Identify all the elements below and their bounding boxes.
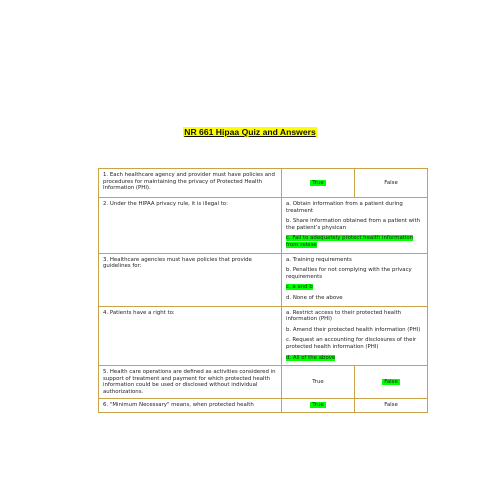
option: b. Amend their protected health information (PHI) bbox=[286, 326, 421, 333]
option-correct: c. a and b bbox=[286, 284, 313, 291]
true-cell bbox=[282, 399, 355, 413]
table-row bbox=[99, 399, 428, 413]
answer-false: False bbox=[384, 179, 398, 186]
option: b. Penalties for not complying with the privacy requirements bbox=[286, 267, 412, 280]
option-correct: d. All of the above bbox=[286, 354, 336, 361]
question-cell: 1. Each healthcare agency and provider must have policies and procedures for maintaining the privacy of Protected Health Information (PHI). bbox=[99, 169, 282, 198]
table-row bbox=[99, 366, 428, 399]
table-row bbox=[99, 253, 428, 306]
false-cell bbox=[355, 169, 428, 198]
true-cell bbox=[282, 169, 355, 198]
table-row bbox=[99, 306, 428, 366]
answer-false: False bbox=[384, 402, 398, 409]
table-row bbox=[99, 169, 428, 198]
option: a. Restrict access to their protected health information (PHI) bbox=[286, 309, 402, 323]
document-title bbox=[0, 127, 500, 138]
question-cell: 2. Under the HIPAA privacy rule, it is illegal to: bbox=[99, 198, 282, 254]
options-cell bbox=[282, 253, 428, 306]
document-title-text: NR 661 Hipaa Quiz and Answers bbox=[184, 127, 316, 137]
question-cell: 3. Healthcare agencies must have policies that provide guidelines for: bbox=[99, 253, 282, 306]
option: a. Training requirements bbox=[286, 256, 352, 263]
option: b. Share information obtained from a patient with the patient’s physican bbox=[286, 218, 421, 231]
options-cell bbox=[282, 306, 428, 366]
answer-false: False bbox=[384, 378, 398, 385]
question-cell: 6. "Minimum Necessary" means, when protected health bbox=[99, 399, 282, 413]
answer-true: True bbox=[312, 378, 324, 385]
false-cell bbox=[355, 399, 428, 413]
option-correct: c. Fail to adequately protect health information from relase bbox=[286, 235, 414, 248]
table-row bbox=[99, 198, 428, 254]
options-cell bbox=[282, 198, 428, 254]
false-cell bbox=[355, 366, 428, 399]
option: c. Request an accounting for disclosures of their protected health information (PHI) bbox=[286, 337, 417, 350]
question-cell: 4. Patients have a right to: bbox=[99, 306, 282, 366]
option: d. None of the above bbox=[286, 294, 343, 301]
quiz-table bbox=[98, 168, 428, 413]
question-cell: 5. Health care operations are defined as activities considered in support of treatment and payment for which protected health information could be used or disclosed without individual authorizations. bbox=[99, 366, 282, 399]
answer-true: True bbox=[312, 402, 324, 409]
true-cell bbox=[282, 366, 355, 399]
option: a. Obtain information from a patient during treatment bbox=[286, 201, 403, 214]
answer-true: True bbox=[312, 179, 324, 186]
